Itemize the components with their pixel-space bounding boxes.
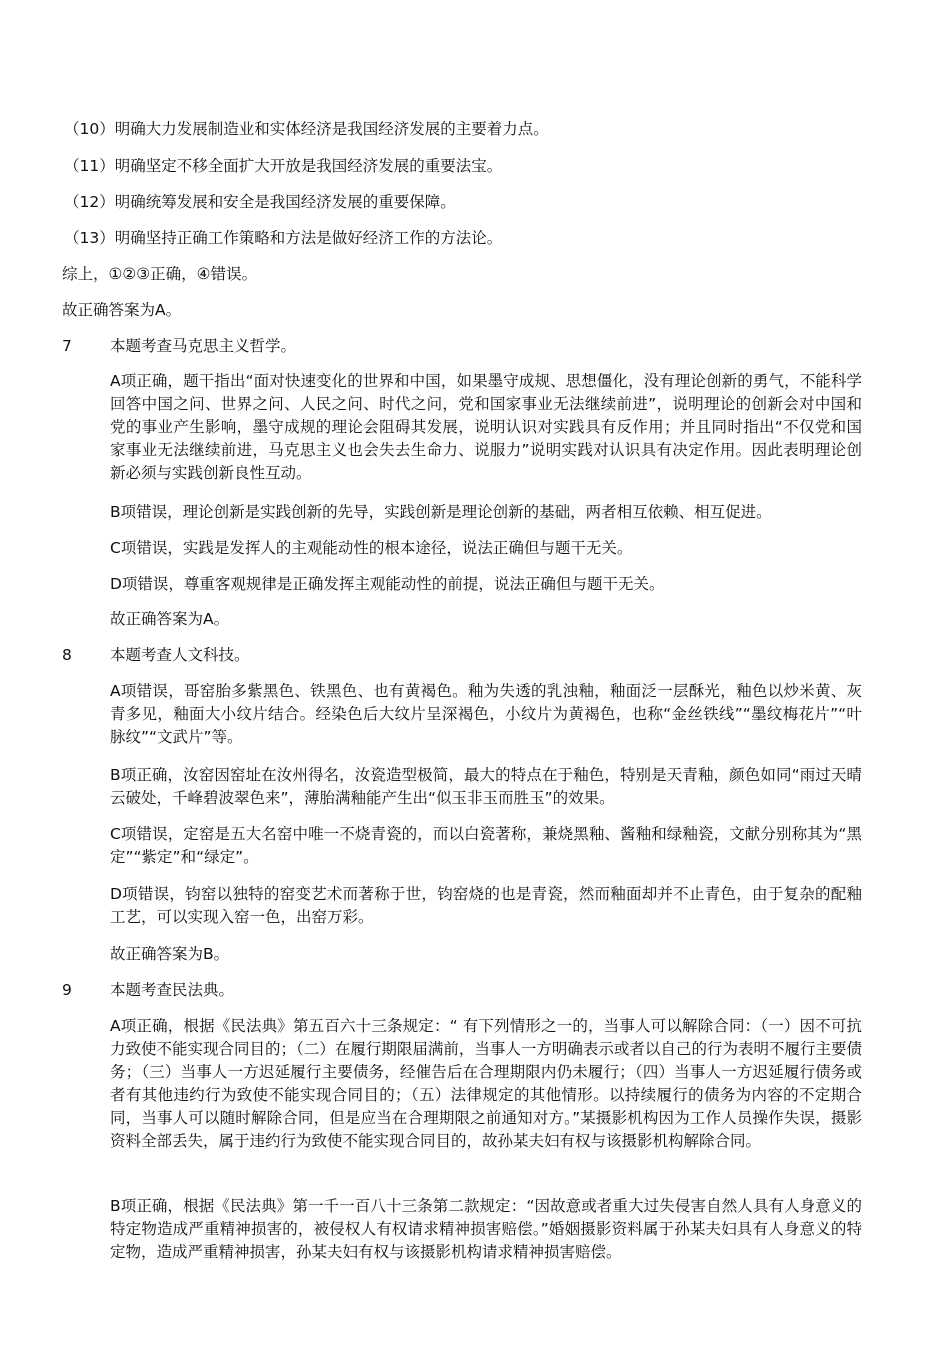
explanation-option-b: B项正确，根据《民法典》第一千一百八十三条第二款规定：“因故意或者重大过失侵害自然人具有人身意义的特定物造成严重精神损害的，被侵权人有权请求精神损害赔偿。”婚姻摄影资料属于孙某夫妇具有人身意义的特定物，造成严重精神损害，孙某夫妇有权与该摄影机构请求精神损害赔偿。 (110, 1197, 862, 1261)
explanation-option-c: C项错误，实践是发挥人的主观能动性的根本途径，说法正确但与题干无关。 (110, 539, 633, 557)
summary-line: 综上，①②③正确，④错误。 (62, 265, 258, 283)
question-stem: 本题考查马克思主义哲学。 (110, 337, 297, 355)
explanation-option-b: B项错误，理论创新是实践创新的先导，实践创新是理论创新的基础，两者相互依赖、相互促进。 (110, 503, 772, 521)
text-line: （11）明确坚定不移全面扩大开放是我国经济发展的重要法宝。 (64, 157, 503, 175)
explanation-option-d: D项错误，钧窑以独特的窑变艺术而著称于世，钧窑烧的也是青瓷，然而釉面却并不止青色，由于复杂的配釉工艺，可以实现入窑一色，出窑万彩。 (110, 885, 862, 926)
answer-line: 故正确答案为B。 (110, 945, 230, 963)
explanation-option-a: A项正确，题干指出“面对快速变化的世界和中国，如果墨守成规、思想僵化，没有理论创新的勇气，不能科学回答中国之问、世界之问、人民之问、时代之问，党和国家事业无法继续前进”，说明理论的创新会对中国和党的事业产生影响，墨守成规的理论会阻碍其发展，说明认识对实践具有反作用；并且同时指出“不仅党和国家事业无法继续前进，马克思主义也会失去生命力、说服力”说明实践对认识具有决定作用。因此表明理论创新必须与实践创新良性互动。 (110, 372, 862, 482)
text-line: （10）明确大力发展制造业和实体经济是我国经济发展的主要着力点。 (64, 120, 549, 138)
question-number: 7 (62, 337, 72, 355)
question-number: 9 (62, 981, 72, 999)
question-number: 8 (62, 646, 72, 664)
explanation-option-a: A项正确，根据《民法典》第五百六十三条规定：“ 有下列情形之一的，当事人可以解除合同：（一）因不可抗力致使不能实现合同目的；（二）在履行期限届满前，当事人一方明确表示或者以自己的行为表明不履行主要债务；（三）当事人一方迟延履行主要债务，经催告后在合理期限内仍未履行；（四）当事人一方迟延履行债务或者有其他违约行为致使不能实现合同目的；（五）法律规定的其他情形。以持续履行的债务为内容的不定期合同，当事人可以随时解除合同，但是应当在合理期限之前通知对方。”某摄影机构因为工作人员操作失误，摄影资料全部丢失，属于违约行为致使不能实现合同目的，故孙某夫妇有权与该摄影机构解除合同。 (110, 1017, 862, 1150)
explanation-option-c: C项错误，定窑是五大名窑中唯一不烧青瓷的，而以白瓷著称，兼烧黑釉、酱釉和绿釉瓷，文献分别称其为“黑定”“紫定”和“绿定”。 (110, 825, 862, 866)
question-stem: 本题考查民法典。 (110, 981, 235, 999)
answer-line: 故正确答案为A。 (110, 610, 230, 628)
answer-line: 故正确答案为A。 (62, 301, 182, 319)
text-line: （13）明确坚持正确工作策略和方法是做好经济工作的方法论。 (64, 229, 503, 247)
question-stem: 本题考查人文科技。 (110, 646, 250, 664)
explanation-option-a: A项错误，哥窑胎多紫黑色、铁黑色、也有黄褐色。釉为失透的乳浊釉，釉面泛一层酥光，釉色以炒米黄、灰青多见，釉面大小纹片结合。经染色后大纹片呈深褐色，小纹片为黄褐色，也称“金丝铁线”“墨纹梅花片”“叶脉纹”“文武片”等。 (110, 682, 862, 746)
explanation-option-d: D项错误，尊重客观规律是正确发挥主观能动性的前提，说法正确但与题干无关。 (110, 575, 665, 593)
explanation-option-b: B项正确，汝窑因窑址在汝州得名，汝瓷造型极简，最大的特点在于釉色，特别是天青釉，颜色如同“雨过天晴云破处，千峰碧波翠色来”，薄胎满釉能产生出“似玉非玉而胜玉”的效果。 (110, 766, 862, 807)
text-line: （12）明确统筹发展和安全是我国经济发展的重要保障。 (64, 193, 456, 211)
